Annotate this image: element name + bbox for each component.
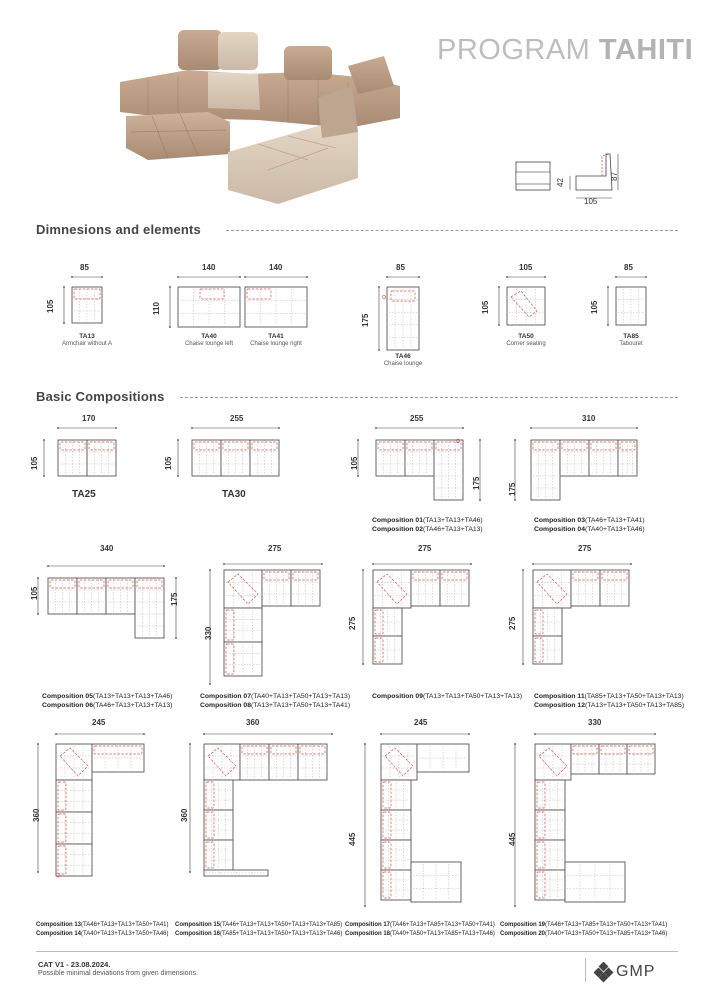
dimension-label: 330 — [204, 626, 213, 640]
dimension-label: 360 — [246, 718, 260, 727]
dimension-label: 105 — [30, 586, 39, 600]
dimension-tick — [331, 733, 333, 735]
dimension-tick — [209, 683, 211, 685]
dimension-tick — [37, 743, 39, 745]
dimension-tick — [189, 743, 191, 745]
dimension-tick — [636, 427, 638, 429]
dimension-tick — [514, 743, 516, 745]
dimension-tick — [375, 427, 377, 429]
dimension-label: 275 — [348, 616, 357, 630]
dimension-tick — [468, 733, 470, 735]
dimension-tick — [607, 286, 609, 288]
dimension-tick — [169, 286, 171, 288]
element-drawing-ta85 — [604, 273, 660, 339]
dimension-tick — [43, 439, 45, 441]
dimension-tick — [372, 563, 374, 565]
element-drawing-ta50 — [495, 273, 559, 339]
dimension-tick — [418, 276, 420, 278]
dimension-tick — [544, 276, 546, 278]
compositions-divider — [180, 397, 678, 398]
dimension-tick — [177, 276, 179, 278]
dimension-tick — [378, 286, 380, 288]
dimension-label: 105 — [164, 456, 173, 470]
dimension-tick — [101, 276, 103, 278]
side-view-width: 105 — [584, 197, 598, 206]
element-height: 110 — [152, 302, 161, 315]
dimension-tick — [364, 905, 366, 907]
composition-caption: Composition 05(TA13+TA13+TA13+TA46) Composition 06(TA46+TA13+TA13+TA13) — [42, 693, 173, 709]
element-width: 85 — [624, 263, 633, 272]
dimension-tick — [380, 733, 382, 735]
dimension-label: 330 — [588, 718, 602, 727]
element-height: 105 — [46, 299, 55, 313]
element-drawing-ta41 — [233, 273, 321, 341]
dimension-label: 275 — [418, 544, 432, 553]
composition-caption: Composition 03(TA46+TA13+TA41) Composition 04(TA40+TA13+TA46) — [534, 517, 645, 533]
dimension-tick — [209, 569, 211, 571]
element-description: Chaise lounge — [383, 361, 423, 367]
element-width: 105 — [519, 263, 533, 272]
dimension-tick — [534, 733, 536, 735]
dimension-tick — [607, 324, 609, 326]
footer-rule — [36, 951, 678, 952]
side-view-height1: 42 — [555, 178, 565, 187]
dimension-tick — [654, 733, 656, 735]
dimension-tick — [189, 871, 191, 873]
composition-caption: Composition 11(TA85+TA13+TA50+TA13+TA13) Composition 12(TA13+TA13+TA50+TA13+TA85) — [534, 693, 685, 709]
dimension-label: 255 — [230, 414, 244, 423]
dimension-tick — [462, 427, 464, 429]
side-view-diagram — [510, 150, 640, 220]
dimension-tick — [169, 326, 171, 328]
dimension-tick — [645, 276, 647, 278]
dimension-tick — [357, 475, 359, 477]
dimension-tick — [364, 743, 366, 745]
dimension-tick — [386, 276, 388, 278]
dimension-label: 310 — [582, 414, 596, 423]
element-width: 85 — [396, 263, 405, 272]
element-description: Chaise lounge right — [250, 341, 302, 347]
dimension-tick — [203, 733, 205, 735]
dimension-tick — [278, 427, 280, 429]
element-description: Corner seating — [506, 341, 546, 347]
element-code: TA46 — [395, 353, 411, 360]
ta30-label: TA30 — [222, 489, 246, 500]
dimension-tick — [506, 276, 508, 278]
composition-11 — [515, 560, 645, 670]
dimension-label: 275 — [578, 544, 592, 553]
element-width: 85 — [80, 263, 89, 272]
element-description: Tabouret — [619, 341, 643, 347]
composition-caption: Composition 09(TA13+TA13+TA50+TA13+TA13) — [372, 693, 523, 700]
element-drawing-ta13 — [60, 273, 116, 337]
page-title: PROGRAM TAHITI — [437, 34, 694, 66]
dimension-tick — [530, 427, 532, 429]
dimension-tick — [615, 276, 617, 278]
element-code: TA40 — [201, 333, 217, 340]
dimension-tick — [57, 427, 59, 429]
dimension-tick — [175, 637, 177, 639]
dimension-label: 360 — [32, 808, 41, 822]
dimension-tick — [514, 905, 516, 907]
dimension-tick — [71, 276, 73, 278]
dimension-tick — [479, 499, 481, 501]
dimension-tick — [498, 286, 500, 288]
dimension-tick — [362, 569, 364, 571]
dimension-tick — [321, 563, 323, 565]
gmp-logo-text: GMP — [616, 963, 656, 980]
dimension-label: 245 — [414, 718, 428, 727]
gmp-diamond-icon — [594, 962, 616, 984]
dimension-tick — [378, 349, 380, 351]
element-description: Chaise lounge left — [184, 341, 234, 347]
dimension-label: 175 — [472, 476, 481, 490]
composition-05 — [30, 562, 190, 642]
composition-03 — [505, 424, 665, 504]
dimension-tick — [522, 569, 524, 571]
footer-separator — [585, 958, 586, 982]
dimension-tick — [479, 439, 481, 441]
catalog-version: CAT V1 - 23.08.2024. — [38, 960, 111, 969]
dimension-tick — [191, 427, 193, 429]
dimension-label: 245 — [92, 718, 106, 727]
dimension-tick — [514, 499, 516, 501]
composition-01 — [350, 424, 490, 504]
composition-caption: Composition 19(TA46+TA13+TA85+TA13+TA50+TA13+TA41) Composition 20(TA40+TA13+TA50+TA13+TA85+TA13+TA46) — [500, 922, 668, 937]
element-height: 105 — [481, 300, 490, 314]
side-view-height2: 87 — [609, 172, 619, 181]
dimension-label: 105 — [30, 456, 39, 470]
dimension-label: 175 — [170, 592, 179, 606]
dimension-tick — [37, 871, 39, 873]
composition-caption: Composition 17(TA46+TA13+TA85+TA13+TA50+TA41) Composition 18(TA40+TA50+TA13+TA85+TA13+TA46) — [345, 922, 495, 937]
dimension-tick — [244, 276, 246, 278]
dimension-label: 360 — [180, 808, 189, 822]
dimension-label: 255 — [410, 414, 424, 423]
dimension-tick — [143, 733, 145, 735]
dimension-tick — [223, 563, 225, 565]
composition-caption: Composition 07(TA40+TA13+TA50+TA13+TA13) Composition 08(TA13+TA13+TA50+TA13+TA41) — [200, 693, 351, 709]
dimension-tick — [63, 286, 65, 288]
elements-divider — [226, 230, 678, 231]
dimension-label: 275 — [508, 616, 517, 630]
composition-07 — [200, 560, 330, 690]
dimension-label: 340 — [100, 544, 114, 553]
element-description: Armchair without A — [61, 341, 113, 347]
composition-caption: Composition 13(TA46+TA13+TA13+TA50+TA41) Composition 14(TA40+TA13+TA13+TA50+TA46) — [36, 922, 169, 937]
ta25-label: TA25 — [72, 489, 96, 500]
compositions-section-heading: Basic Compositions — [36, 389, 165, 404]
dimension-tick — [63, 322, 65, 324]
dimension-label: 445 — [348, 832, 357, 846]
composition-19 — [505, 730, 665, 910]
dimension-tick — [175, 577, 177, 579]
composition-17 — [355, 730, 485, 910]
dimension-tick — [630, 563, 632, 565]
element-code: TA13 — [79, 333, 95, 340]
composition-09 — [355, 560, 485, 670]
dimension-disclaimer: Possible minimal deviations from given dimensions. — [38, 970, 198, 977]
dimension-tick — [357, 439, 359, 441]
composition-caption: Composition 15(TA46+TA13+TA13+TA50+TA13+TA13+TA85) Composition 16(TA85+TA13+TA13+TA50+TA13+TA13+TA46) — [175, 922, 343, 937]
dimension-tick — [37, 577, 39, 579]
element-width: 140 — [269, 263, 283, 272]
element-drawing-ta46 — [375, 273, 433, 364]
composition-ta25 — [40, 424, 140, 484]
dimension-tick — [177, 475, 179, 477]
element-width: 140 — [202, 263, 216, 272]
composition-15 — [180, 730, 340, 880]
element-code: TA41 — [268, 333, 284, 340]
dimension-tick — [177, 439, 179, 441]
dimension-tick — [37, 613, 39, 615]
dimension-tick — [55, 733, 57, 735]
dimension-label: 105 — [350, 456, 359, 470]
element-code: TA85 — [623, 333, 639, 340]
element-height: 175 — [361, 313, 370, 327]
dimension-tick — [514, 439, 516, 441]
dimension-tick — [498, 324, 500, 326]
composition-caption: Composition 01(TA13+TA13+TA46) Composition 02(TA46+TA13+TA13) — [372, 517, 483, 533]
dimension-tick — [306, 276, 308, 278]
composition-13 — [30, 730, 160, 880]
dimension-label: 275 — [268, 544, 282, 553]
dimension-tick — [115, 427, 117, 429]
armrest-marker — [382, 295, 385, 298]
dimension-tick — [163, 565, 165, 567]
composition-ta30 — [170, 424, 290, 484]
dimension-tick — [43, 475, 45, 477]
element-code: TA50 — [518, 333, 534, 340]
dimension-tick — [522, 663, 524, 665]
dimension-tick — [470, 563, 472, 565]
dimension-label: 175 — [508, 482, 517, 496]
dimension-tick — [47, 565, 49, 567]
dimension-tick — [532, 563, 534, 565]
dimension-label: 445 — [508, 832, 517, 846]
element-height: 105 — [590, 300, 599, 314]
dimension-tick — [362, 663, 364, 665]
gmp-logo — [594, 962, 674, 984]
dimension-label: 170 — [82, 414, 96, 423]
hero-sofa-image — [108, 20, 408, 220]
elements-section-heading: Dimnesions and elements — [36, 222, 201, 237]
